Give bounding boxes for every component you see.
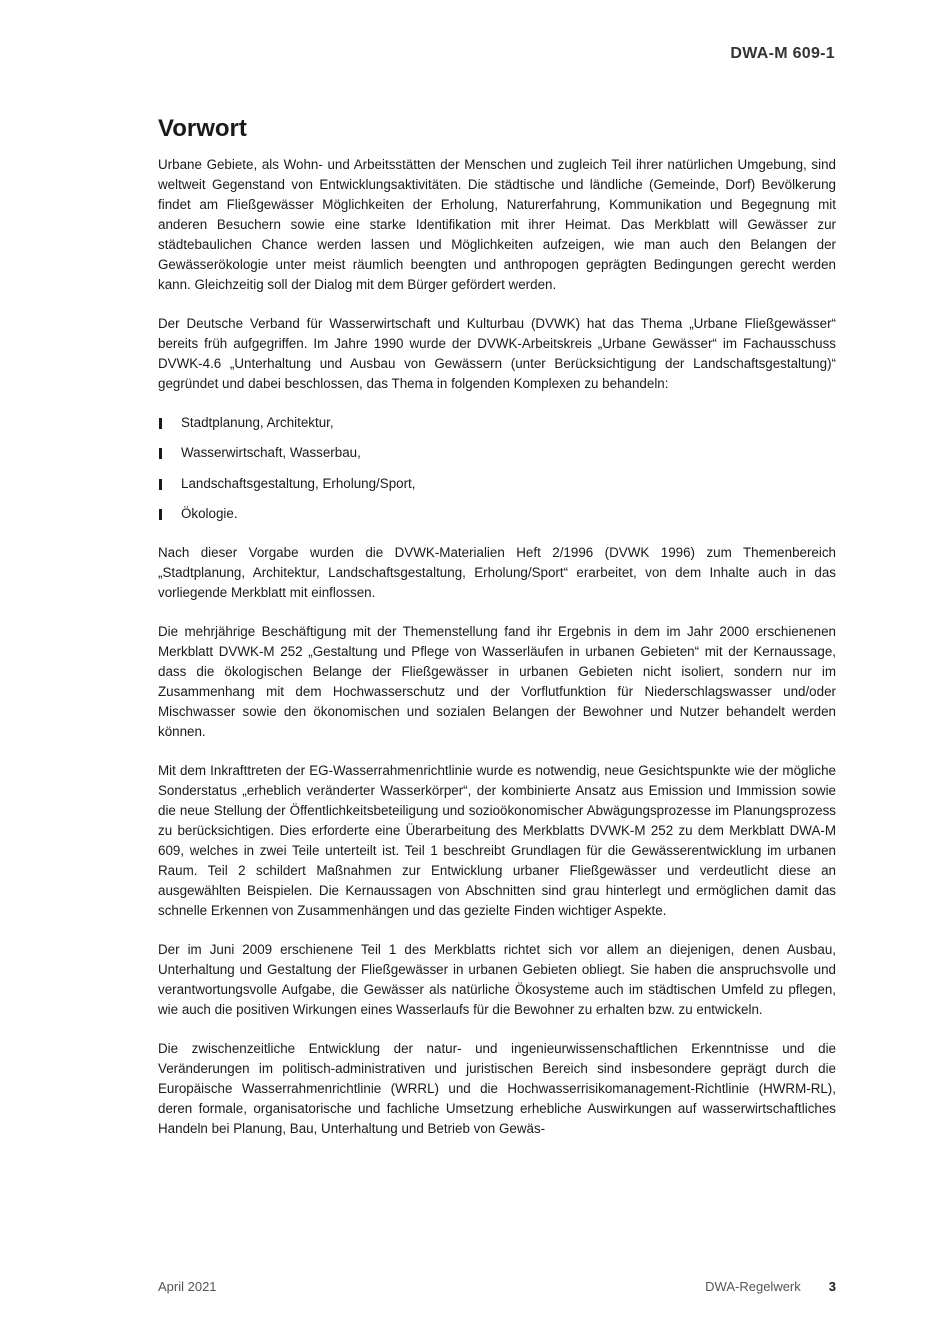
document-code: DWA-M 609-1 bbox=[730, 45, 835, 62]
paragraph: Der im Juni 2009 erschienene Teil 1 des Merkblatts richtet sich vor allem an diejenigen, denen Ausbau, Unterhaltung und Gestaltung der Fließgewässer in urbanen Gebieten obliegt. Sie haben die anspruchsvolle und verantwortungsvolle Aufgabe, die Gewässer als natürliche Ökosysteme auch im städtischen Umfeld zu pflegen, wie auch die positiven Wirkungen eines Wasserlaufs für die Bewohner zu erhalten bzw. zu entwickeln. bbox=[158, 941, 836, 1017]
main-content bbox=[158, 115, 836, 1158]
bullet-icon bbox=[159, 448, 162, 459]
page-number: 3 bbox=[828, 1279, 836, 1294]
list-item-text: Ökologie. bbox=[181, 505, 238, 521]
paragraph: Urbane Gebiete, als Wohn- und Arbeitsstätten der Menschen und zugleich Teil ihrer natürlichen Umgebung, sind weltweit Gegenstand von Entwicklungsaktivitäten. Die städtische und ländliche (Gemeinde, Dorf) Bevölkerung findet am Fließgewässer Möglichkeiten der Erholung, Naturerfahrung, Kommunikation und Begegnung mit anderen Besuchern sowie eine starke Identifikation mit ihrer Heimat. Das Merkblatt will Gewässer zur städtebaulichen Chance werden lassen und Möglichkeiten aufzeigen, wie man auch den Belangen der Gewässerökologie unter meist räumlich beengten und anthropogen geprägten Bedingungen gerecht werden kann. Gleichzeitig soll der Dialog mit dem Bürger gefördert werden. bbox=[158, 157, 836, 292]
paragraph: Mit dem Inkrafttreten der EG-Wasserrahmenrichtlinie wurde es notwendig, neue Gesichtspunkte wie der mögliche Sonderstatus „erheblich veränderter Wasserkörper“, der kombinierte Ansatz aus Emission und Immission sowie die neue Stellung der Öffentlichkeitsbeteiligung und sozioökonomischer Abwägungsprozesse im Planungsprozess zu berücksichtigen. Dies erforderte eine Überarbeitung des Merkblatts DVWK-M 252 zu dem Merkblatt DWA-M 609, welches in zwei Teile unterteilt ist. Teil 1 beschreibt Grundlagen für die Gewässerentwicklung im urbanen Raum. Teil 2 schildert Maßnahmen zur Entwicklung urbaner Fließgewässer und verdeutlicht diese an ausgewählten Beispielen. Die Kernaussagen von Abschnitten sind grau hinterlegt und ermöglichen damit das schnelle Erkennen von Zusammenhängen und das gezielte Finden wichtiger Aspekte. bbox=[158, 762, 836, 918]
bullet-icon bbox=[159, 509, 162, 520]
paragraph: Die zwischenzeitliche Entwicklung der natur- und ingenieurwissenschaftlichen Erkenntnisse und die Veränderungen im politisch-administrativen und juristischen Bereich sind insbesondere geprägt durch die Europäische Wasserrahmenrichtlinie (WRRL) und die Hochwasserrisikomanagement-Richtlinie (HWRM-RL), deren formale, organisatorische und fachliche Umsetzung erhebliche Auswirkungen auf wasserwirtschaftliches Handeln bei Planung, Bau, Unterhaltung und Betrieb von Gewäs- bbox=[158, 1040, 836, 1136]
list-item bbox=[158, 504, 836, 524]
page-title: Vorwort bbox=[158, 115, 247, 142]
list-item-text: Wasserwirtschaft, Wasserbau, bbox=[181, 445, 361, 461]
paragraph: Nach dieser Vorgabe wurden die DVWK-Materialien Heft 2/1996 (DVWK 1996) zum Themenbereich „Stadtplanung, Architektur, Landschaftsgestaltung, Erholung/Sport“ erarbeitet, von dem Inhalte auch in das vorliegende Merkblatt mit einflossen. bbox=[158, 544, 836, 600]
list-item-text: Stadtplanung, Architektur, bbox=[181, 415, 334, 430]
list-item-text: Landschaftsgestaltung, Erholung/Sport, bbox=[181, 475, 416, 491]
paragraph: Der Deutsche Verband für Wasserwirtschaft und Kulturbau (DVWK) hat das Thema „Urbane Fließgewässer“ bereits früh aufgegriffen. Im Jahre 1990 wurde der DVWK-Arbeitskreis „Urbane Gewässer“ im Fachausschuss DVWK-4.6 „Unterhaltung und Ausbau von Gewässern (unter Berücksichtigung der Landschaftsgestaltung)“ gegründet und dabei beschlossen, das Thema in folgenden Komplexen zu behandeln: bbox=[158, 316, 836, 391]
paragraph: Die mehrjährige Beschäftigung mit der Themenstellung fand ihr Ergebnis in dem im Jahr 2000 erschienenen Merkblatt DVWK-M 252 „Gestaltung und Pflege von Wasserläufen in urbanen Gebieten“ mit der Kernaussage, dass die ökologischen Belange der Fließgewässer in urbanen Gebieten nicht isoliert, sondern nur im Zusammenhang mit dem Hochwasserschutz und der Vorflutfunktion für Niederschlagswasser und/oder Mischwasser sowie den ökonomischen und sozialen Belangen der Bewohner und Nutzer behandelt werden können. bbox=[158, 623, 836, 739]
footer-series: DWA-Regelwerk bbox=[705, 1279, 801, 1294]
list-item bbox=[158, 413, 836, 433]
footer-right bbox=[705, 1279, 836, 1294]
list-item bbox=[158, 443, 836, 463]
footer-date: April 2021 bbox=[158, 1279, 217, 1294]
list-item bbox=[158, 474, 836, 494]
bullet-icon bbox=[159, 418, 162, 429]
bullet-icon bbox=[159, 479, 162, 490]
topic-list bbox=[158, 413, 836, 524]
